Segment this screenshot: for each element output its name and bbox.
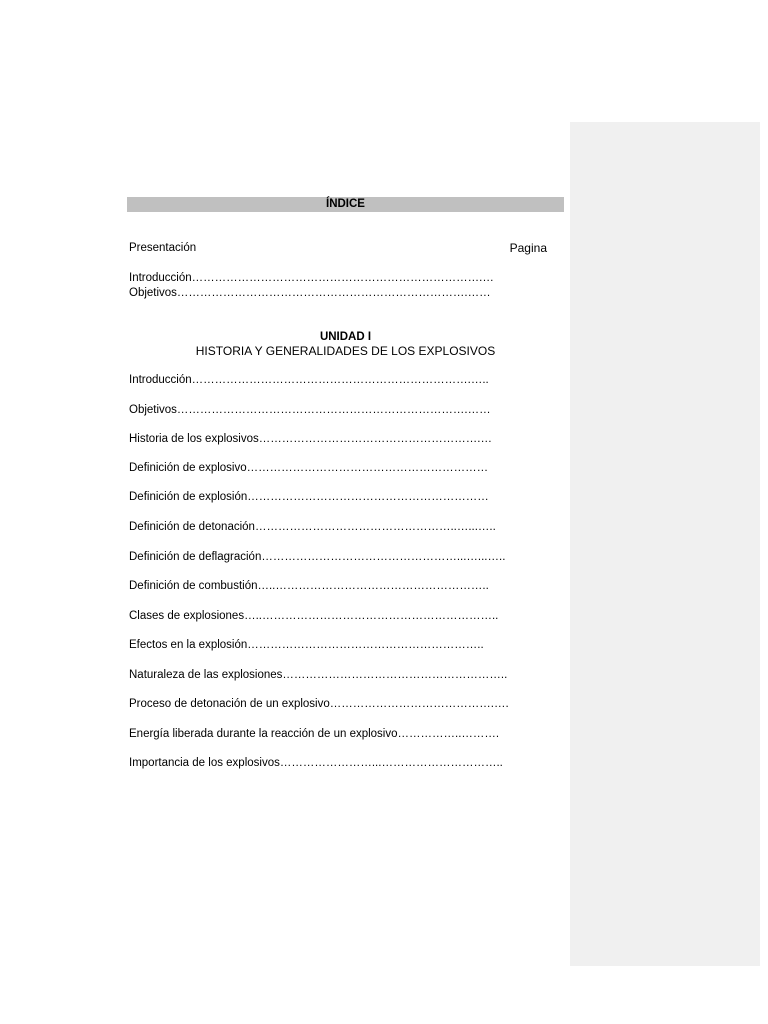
toc-entry: Definición de combustión…..……………………………………………….. — [129, 580, 489, 592]
toc-entry: Objetivos………………………………………………………………….…… — [129, 404, 491, 416]
toc-entry: Naturaleza de las explosiones………………………………………………….. — [129, 669, 508, 681]
comment-pane — [570, 122, 760, 966]
index-title: ÍNDICE — [326, 198, 365, 210]
unit-label: UNIDAD I — [319, 331, 372, 343]
toc-entry: Efectos en la explosión…………………………………………………….. — [129, 639, 484, 651]
toc-entry: Importancia de los explosivos……………………...………………………….. — [129, 757, 503, 769]
toc-entry: Introducción………………………………………………………………….… — [129, 272, 494, 284]
toc-entry: Objetivos………………………………………………………………….…… — [129, 287, 491, 299]
unit-title: HISTORIA Y GENERALIDADES DE LOS EXPLOSIVOS — [195, 344, 496, 358]
toc-entry: Introducción……………………………………………………………….….. — [129, 374, 489, 386]
page-column-label: Pagina — [509, 241, 547, 255]
toc-entry: Definición de explosión……………………………………………………… — [129, 491, 489, 503]
toc-entry: Definición de explosivo……………………………………………………… — [129, 462, 489, 474]
toc-entry: Proceso de detonación de un explosivo…………………………………….…. — [129, 698, 509, 710]
toc-entry: Clases de explosiones…..…………………………………………………….. — [129, 610, 499, 622]
toc-entry: Energía liberada durante la reacción de un explosivo……………..………. — [129, 728, 500, 740]
presentation-label: Presentación — [129, 242, 197, 254]
toc-entry: Definición de detonación……………………………………………..…...….. — [129, 521, 496, 533]
toc-entry: Historia de los explosivos………………………………………………….… — [129, 433, 492, 445]
toc-entry: Definición de deflagración……………………………………………...…...….. — [129, 551, 506, 563]
